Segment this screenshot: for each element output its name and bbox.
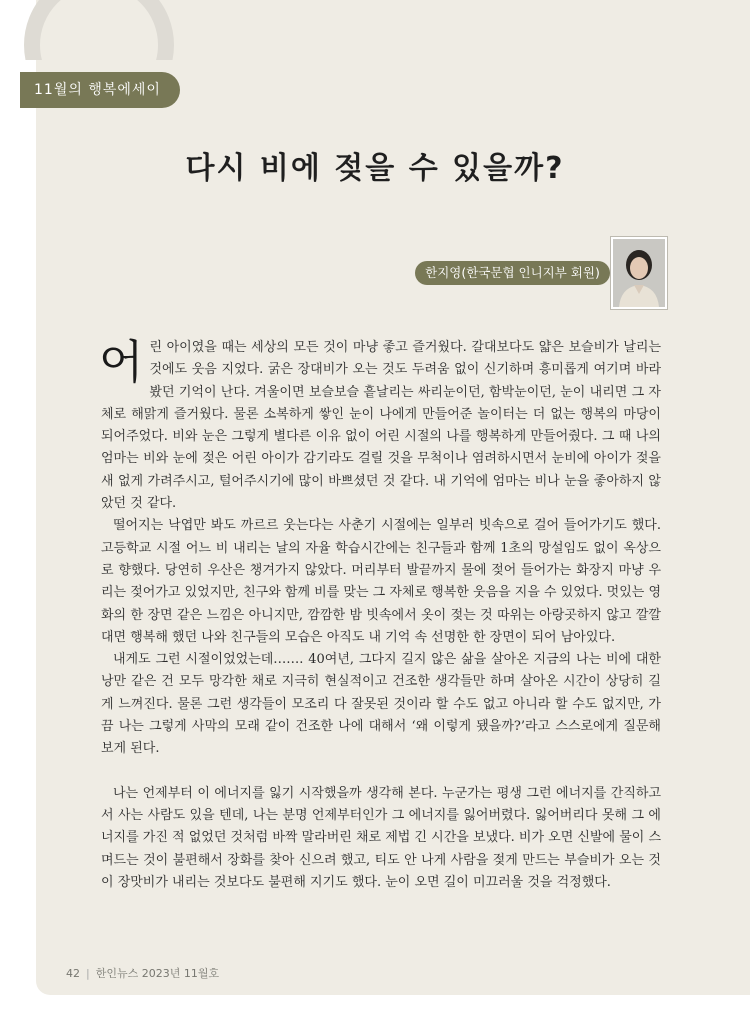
article-body: [101, 337, 661, 894]
section-label: 11월의 행복에세이: [20, 72, 180, 108]
article-title: 다시 비에 젖을 수 있을까?: [185, 151, 565, 186]
paragraph-4: 나는 언제부터 이 에너지를 잃기 시작했을까 생각해 본다. 누군가는 평생 그런 에너지를 간직하고서 사는 사람도 있을 텐데, 나는 분명 언제부터인가 그 에너지를 잃어버렸다. 잃어버리다 못해 그 에너지를 가진 적 없었던 것처럼 바짝 말라버린 채로 제법 긴 시간을 보냈다. 비가 오면 신발에 물이 스며드는 것이 불편해서 장화를 찾아 신으려 했고, 티도 안 나게 사람을 젖게 만드는 부슬비가 오는 것이 장맛비가 내리는 것보다도 불편해 지기도 했다. 눈이 오면 길이 미끄러울 것을 걱정했다.: [101, 785, 662, 890]
page-number: 42: [66, 967, 80, 980]
paragraph-2: 떨어지는 낙엽만 봐도 까르르 웃는다는 사춘기 시절에는 일부러 빗속으로 걸어 들어가기도 했다. 고등학교 시절 어느 비 내리는 날의 자율 학습시간에는 친구들과 함께 1초의 망설임도 없이 옥상으로 향했다. 당연히 우산은 챙겨가지 않았다. 머리부터 발끝까지 물에 젖어 들어가는 화장지 마냥 우리는 젖어가고 있었지만, 친구와 함께 비를 맞는 그 자체로 행복한 웃음을 지을 수 있었다. 멋있는 영화의 한 장면 같은 느낌은 아니지만, 깜깜한 밤 빗속에서 옷이 젖는 것 따위는 아랑곳하지 않고 깔깔대면 행복해 했던 나와 친구들의 모습은 아직도 내 기억 속 선명한 한 장면이 되어 남아있다.: [101, 518, 662, 645]
paragraph-1: 어린 아이였을 때는 세상의 모든 것이 마냥 좋고 즐거웠다. 갈대보다도 얇은 보슬비가 날리는 것에도 웃음 지었다. 굵은 장대비가 오는 것도 두려움 없이 신기하며 흥미롭게 여기며 바라봤던 기억이 난다. 겨울이면 보슬보슬 흩날리는 싸리눈이던, 함박눈이던, 눈이 내리면 그 자체로 해맑게 즐거웠다. 물론 소복하게 쌓인 눈이 나에게 만들어준 놀이터는 더 없는 행복의 마당이 되어주었다. 비와 눈은 그렇게 별다른 이유 없이 어린 시절의 나를 행복하게 만들어줬다. 그 때 나의 엄마는 비와 눈에 젖은 어린 아이가 감기라도 걸릴 것을 무척이나 염려하시면서 눈비에 아이가 젖을 새 없게 가려주시고, 털어주시기에 많이 바쁘셨던 것 같다. 내 기억에 엄마는 비나 눈을 좋아하지 않았던 것 같다.: [99, 335, 661, 512]
author-portrait-icon: [613, 239, 665, 307]
page-footer: 42 | 한인뉴스 2023년 11월호: [66, 967, 220, 980]
author-photo: [611, 237, 667, 309]
publication-name: 한인뉴스 2023년 11월호: [95, 967, 220, 980]
author-byline: 한지영(한국문협 인니지부 회원): [415, 261, 610, 285]
drop-cap: 어: [99, 335, 144, 389]
paragraph-3: 내게도 그런 시절이었었는데……. 40여년, 그다지 길지 않은 삶을 살아온 지금의 나는 비에 대한 낭만 같은 건 모두 망각한 채로 지극히 현실적이고 건조한 생각들만 하며 살아온 시간이 상당히 길게 느껴진다. 물론 그런 생각들이 모조리 다 잘못된 것이라 할 수도 없고 아니라 할 수도 없지만, 가끔 나는 그렇게 사막의 모래 같이 건조한 나에 대해서 ‘왜 이렇게 됐을까?’라고 스스로에게 질문해 보게 된다.: [101, 652, 661, 757]
